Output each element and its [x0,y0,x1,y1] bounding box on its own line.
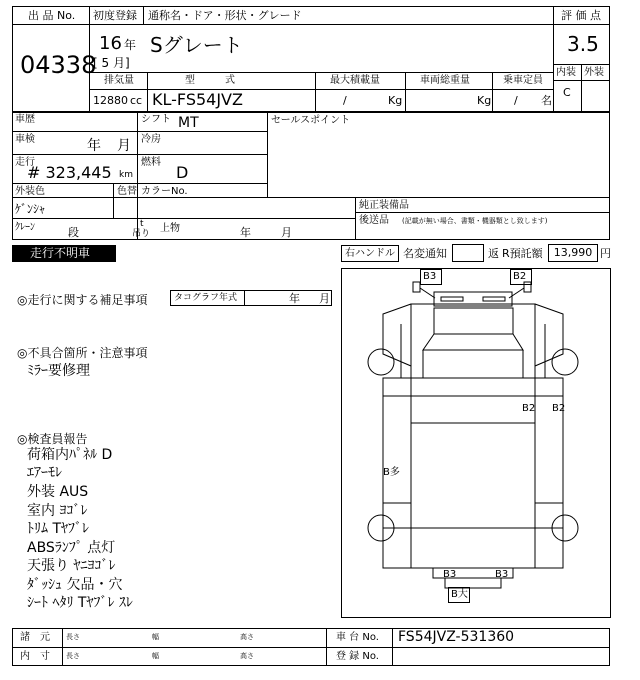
lot-no-label: 出 品 No. [28,9,76,22]
max-load-value: / [343,94,347,107]
aftermarket-label: 後送品 [359,215,389,226]
model-type-label: 型 式 [185,75,235,86]
tacho-year: 年 [289,292,300,305]
damage-mark: B多 [383,467,400,478]
lot-number: 04338 [20,51,97,79]
inspector-item: 外装 AUS [27,484,89,500]
chassis-no-label: 車 台 No. [336,632,379,643]
history-label: 車歴 [15,114,35,125]
spec-label: 諸 元 [20,632,50,643]
color-label: 外装色 [15,186,45,197]
length-label: 長さ [66,652,80,660]
inspector-item: ｼｰﾄ ﾍﾀﾘ Tﾔﾌﾞﾚ ｽﾚ [27,595,133,611]
damage-mark: B2 [552,403,566,414]
mileage-value: # 323,445 [27,163,112,182]
interior-label: 内装 [556,67,576,78]
color-value: ｹﾞﾝｼｬ [15,202,46,216]
height-label: 高さ [240,633,254,641]
name-change-box [452,244,484,262]
shift-value: MT [178,115,199,131]
inspection-month: 月 [117,138,131,154]
registration-label: 登 録 No. [336,651,379,662]
color-no-label: カラーNo. [141,186,188,197]
inspector-item: 室内 ﾖｺﾞﾚ [27,503,88,519]
inspection-year: 年 [87,138,101,154]
length-label: 長さ [66,633,80,641]
max-load-unit: Kg [388,94,403,107]
first-reg-month: [ 5 月] [93,56,130,70]
grade-name: Sグレート [150,33,243,57]
displacement-value: 12880 [93,94,128,107]
r-deposit-value: 13,990 [548,244,598,262]
capacity-label: 乗車定員 [503,75,543,86]
fuel-label: 燃料 [141,157,161,168]
color-code-label: 色替 [117,186,137,197]
model-code: KL-FS54JVZ [152,90,243,109]
vehicle-diagram [341,268,611,618]
displacement-label: 排気量 [104,75,134,86]
mileage-label: 走行 [15,157,35,168]
chassis-no-value: FS54JVZ-531360 [398,629,515,645]
tacho-label: タコグラフ年式 [174,293,238,303]
inspector-title: ◎検査員報告 [17,432,88,446]
r-deposit-label: R預託額 [502,247,543,260]
width-label: 幅 [152,652,159,660]
gross-weight-unit: Kg [477,94,492,107]
capacity-unit: 名 [541,94,552,107]
name-change-label: 名変通知 [403,247,447,260]
body-year: 年 [240,226,251,239]
inspector-item: ｴｱｰﾓﾚ [27,465,62,481]
inspector-item: ABSﾗﾝﾌﾟ 点灯 [27,540,116,556]
first-reg-year-unit: 年 [124,38,137,52]
aftermarket-note: (記載が無い場合、書類・機器類とし致します) [402,217,548,225]
crane-ton: t [140,219,144,229]
damage-mark: B大 [448,587,470,603]
displacement-unit: cc [130,94,143,107]
rating-score: 3.5 [567,32,599,56]
inspector-item: 天張り ﾔﾆﾖｺﾞﾚ [27,558,116,574]
gross-weight-label: 車両総重量 [420,75,470,86]
max-load-label: 最大積載量 [330,75,380,86]
shift-label: シフト [141,114,171,125]
damage-mark: B3 [420,269,442,285]
first-reg-label: 初度登録 [93,9,137,22]
body-label: 上物 [160,223,180,234]
ac-label: 冷房 [141,134,161,145]
crane-lift: 吊り [132,229,151,239]
r-deposit-unit: 円 [600,247,611,260]
return-label: 返 [488,247,499,260]
crane-label: ｸﾚｰﾝ [15,222,35,233]
rating-label: 評 価 点 [561,9,601,22]
damage-mark: B3 [495,569,509,580]
mileage-unit: km [119,170,133,180]
inspector-item: ﾄﾘﾑ Tﾔﾌﾞﾚ [27,521,90,537]
fuel-value: D [176,163,189,182]
body-month: 月 [281,226,292,239]
exterior-label: 外装 [584,67,604,78]
right-handle-box: 右ハンドル [341,245,399,262]
genuine-label: 純正装備品 [359,200,409,211]
interior-grade: C [563,86,571,99]
sales-point-label: セールスポイント [271,115,351,126]
inspection-label: 車検 [15,134,35,145]
damage-mark: B2 [510,269,532,285]
first-reg-year: 16 [99,33,122,54]
height-label: 高さ [240,652,254,660]
crane-stage: 段 [68,226,79,239]
inner-label: 内 寸 [20,651,50,662]
width-label: 幅 [152,633,159,641]
capacity-value: / [514,94,518,107]
defect-item: ﾐﾗｰ要修理 [27,363,90,379]
model-name-label: 通称名・ドア・形状・グレード [148,9,302,22]
defect-title: ◎不具合箇所・注意事項 [17,346,148,360]
damage-mark: B2 [522,403,536,414]
damage-mark: B3 [443,569,457,580]
driving-title: ◎走行に関する補足事項 [17,293,148,307]
inspector-item: 荷箱内ﾊﾟﾈﾙ D [27,447,113,463]
inspector-item: ﾀﾞｯｼｭ 欠品・穴 [27,577,123,593]
tacho-month: 月 [319,292,330,305]
mileage-unknown-banner: 走行不明車 [12,245,116,262]
